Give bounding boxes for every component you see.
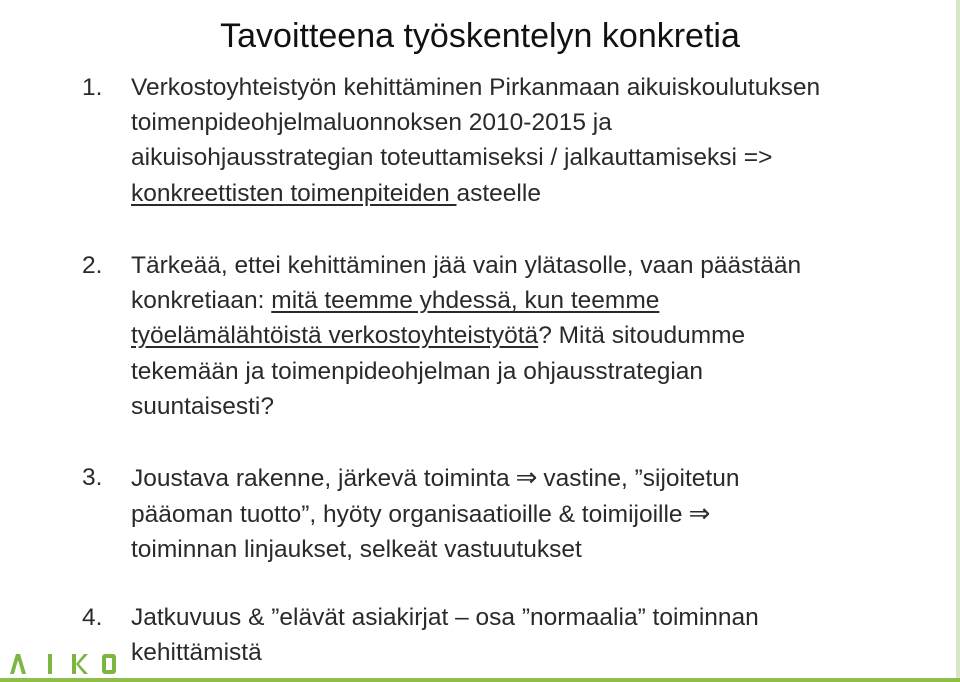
item-line-tail: ? Mitä sitoudumme	[538, 322, 746, 350]
implies-arrow-icon: ⇒	[688, 498, 711, 529]
item-line	[131, 496, 931, 532]
item-line	[131, 460, 931, 496]
item-line-head: pääoman tuotto”, hyöty organisaatioille & toimijoille	[131, 501, 683, 529]
list-item-3	[82, 460, 942, 567]
item-line: toiminnan linjaukset, selkeät vastuutukset	[131, 536, 582, 564]
list-item-1	[82, 70, 942, 212]
item-line: toimenpideohjelmaluonnoksen 2010-2015 ja	[131, 109, 612, 137]
item-text	[131, 460, 931, 568]
underlined-phrase: mitä teemme yhdessä, kun teemme	[271, 287, 660, 315]
item-line-tail: vastine, ”sijoitetun	[543, 465, 740, 492]
item-line	[131, 318, 931, 353]
underlined-phrase: konkreettisten toimenpiteiden	[131, 179, 457, 207]
item-text	[131, 248, 931, 424]
implies-arrow-icon: ⇒	[515, 462, 538, 492]
item-line: Jatkuvuus & ”elävät asiakirjat – osa ”normaalia” toiminnan	[131, 604, 759, 631]
page-title: Tavoitteena työskentelyn konkretia	[220, 17, 740, 55]
item-number: 1.	[82, 74, 103, 101]
underlined-phrase: työelämälähtöistä verkostoyhteistyötä	[131, 322, 539, 350]
item-number: 2.	[82, 252, 103, 279]
item-line-tail: asteelle	[456, 179, 541, 207]
bottom-edge-stripe	[0, 678, 960, 682]
right-edge-stripe	[956, 0, 960, 682]
item-line: Tärkeää, ettei kehittäminen jää vain ylätasolle, vaan päästään	[131, 252, 802, 279]
item-number: 3.	[82, 464, 103, 491]
item-line: tekemään ja toimenpideohjelman ja ohjausstrategian	[131, 357, 704, 385]
item-line: Verkostoyhteistyön kehittäminen Pirkanmaan aikuiskoulutuksen	[131, 74, 821, 101]
item-line-head: konkretiaan:	[131, 287, 272, 315]
aiko-logo	[8, 648, 118, 676]
item-text	[131, 600, 931, 670]
item-line	[131, 176, 931, 211]
item-line-head: Joustava rakenne, järkevä toiminta	[131, 465, 510, 492]
item-line: kehittämistä	[131, 639, 262, 667]
list-item-2	[82, 248, 942, 426]
item-text	[131, 70, 931, 211]
item-line	[131, 283, 931, 318]
item-line: aikuisohjausstrategian toteuttamiseksi / jalkauttamiseksi =>	[131, 144, 773, 172]
item-number: 4.	[82, 604, 103, 631]
item-line: suuntaisesti?	[131, 392, 275, 420]
list-item-4	[82, 600, 942, 672]
